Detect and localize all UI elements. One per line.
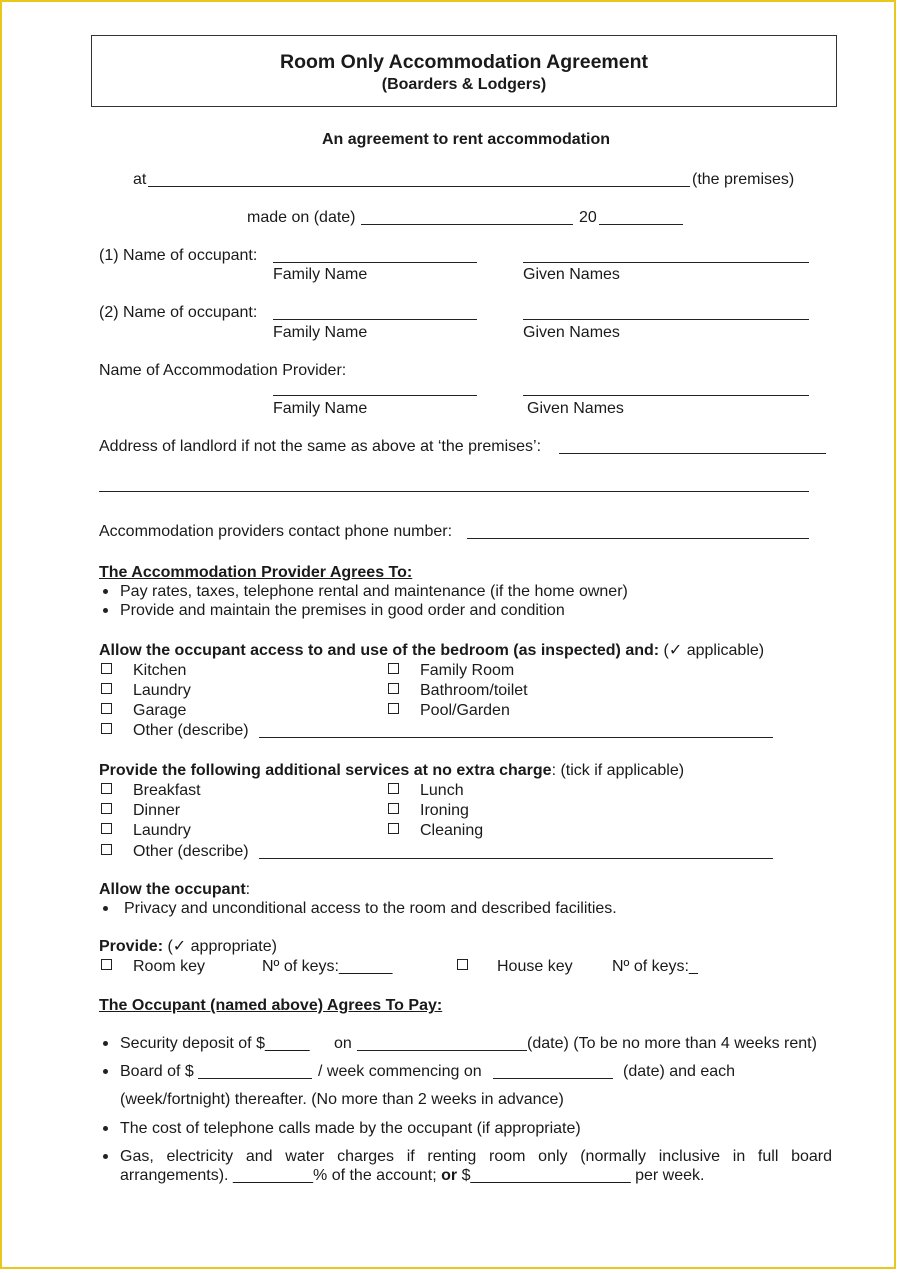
service-option-laundry: Laundry bbox=[133, 822, 191, 839]
services-heading-row bbox=[99, 761, 684, 780]
checkbox-breakfast[interactable] bbox=[101, 783, 112, 794]
checkbox-garage[interactable] bbox=[101, 703, 112, 714]
checkbox-ironing[interactable] bbox=[388, 803, 399, 814]
board-commencing-label: / week commencing on bbox=[318, 1063, 482, 1080]
deposit-date-blank[interactable] bbox=[357, 1050, 527, 1051]
service-option-cleaning: Cleaning bbox=[420, 822, 484, 839]
phone-blank[interactable] bbox=[467, 538, 809, 539]
provider-label: Name of Accommodation Provider: bbox=[99, 362, 347, 379]
checkbox-laundry[interactable] bbox=[101, 683, 112, 694]
bullet bbox=[103, 906, 108, 911]
provider-agrees-item-2: Provide and maintain the premises in good order and condition bbox=[120, 602, 565, 619]
utilities-weekly: $__________________ per week. bbox=[461, 1167, 705, 1184]
phone-label: Accommodation providers contact phone number: bbox=[99, 523, 453, 540]
checkbox-bathroom-toilet[interactable] bbox=[388, 683, 399, 694]
provide-note: (✓ appropriate) bbox=[167, 938, 277, 955]
checkbox-pool-garden[interactable] bbox=[388, 703, 399, 714]
provide-heading: Provide: bbox=[99, 938, 164, 955]
checkbox-service-other[interactable] bbox=[101, 844, 112, 855]
access-option-other: Other (describe) bbox=[133, 722, 249, 739]
service-option-ironing: Ironing bbox=[420, 802, 469, 819]
access-option-garage: Garage bbox=[133, 702, 187, 719]
occupant2-given-caption: Given Names bbox=[523, 324, 620, 341]
occupant1-family-caption: Family Name bbox=[273, 266, 368, 283]
bullet bbox=[103, 1154, 108, 1159]
checkbox-lunch[interactable] bbox=[388, 783, 399, 794]
occupant2-family-blank[interactable] bbox=[273, 319, 477, 320]
utilities-text: Gas, electricity and water charges if renting room only (normally inclusive in full board arrangements). _________% of the account; bbox=[120, 1148, 832, 1184]
provider-family-caption: Family Name bbox=[273, 400, 368, 417]
occupant1-label: (1) Name of occupant: bbox=[99, 247, 258, 264]
occupant1-family-blank[interactable] bbox=[273, 262, 477, 263]
access-option-family-room: Family Room bbox=[420, 662, 515, 679]
intro-heading: An agreement to rent accommodation bbox=[321, 131, 611, 148]
board-each-label: (date) and each bbox=[623, 1063, 736, 1080]
access-option-bathroom-toilet: Bathroom/toilet bbox=[420, 682, 528, 699]
bullet bbox=[103, 1069, 108, 1074]
bullet bbox=[103, 589, 108, 594]
services-note: : (tick if applicable) bbox=[551, 762, 685, 779]
title-box bbox=[91, 35, 837, 107]
checkbox-cleaning[interactable] bbox=[388, 823, 399, 834]
provide-heading-row bbox=[99, 937, 277, 956]
premises-blank[interactable] bbox=[148, 186, 690, 187]
deposit-date-note: (date) (To be no more than 4 weeks rent) bbox=[527, 1035, 817, 1052]
service-option-dinner: Dinner bbox=[133, 802, 181, 819]
utilities-item bbox=[120, 1147, 832, 1185]
access-other-blank[interactable] bbox=[259, 737, 773, 738]
provider-family-blank[interactable] bbox=[273, 395, 477, 396]
premises-at-label: at bbox=[133, 171, 147, 188]
checkbox-house-key[interactable] bbox=[457, 959, 468, 970]
bullet bbox=[103, 1126, 108, 1131]
services-heading: Provide the following additional services at no extra charge bbox=[99, 762, 552, 779]
deposit-on-label: on bbox=[334, 1035, 352, 1052]
access-heading-row bbox=[99, 641, 764, 660]
provider-agrees-heading: The Accommodation Provider Agrees To: bbox=[99, 564, 413, 581]
access-heading: Allow the occupant access to and use of the bedroom (as inspected) and: bbox=[99, 642, 660, 659]
service-option-other: Other (describe) bbox=[133, 843, 249, 860]
checkbox-kitchen[interactable] bbox=[101, 663, 112, 674]
document-title: Room Only Accommodation Agreement bbox=[279, 51, 648, 73]
made-on-label: made on (date) bbox=[247, 209, 356, 226]
made-on-year-blank[interactable] bbox=[599, 224, 683, 225]
board-period-note: (week/fortnight) thereafter. (No more than 2 weeks in advance) bbox=[120, 1091, 564, 1108]
address-blank-2[interactable] bbox=[99, 491, 809, 492]
occupant2-family-caption: Family Name bbox=[273, 324, 368, 341]
house-key-label: House key bbox=[497, 958, 573, 975]
checkbox-room-key[interactable] bbox=[101, 959, 112, 970]
utilities-or: or bbox=[441, 1167, 458, 1184]
access-option-pool-garden: Pool/Garden bbox=[420, 702, 510, 719]
document-subtitle: (Boarders & Lodgers) bbox=[381, 76, 547, 93]
access-note: (✓ applicable) bbox=[663, 642, 765, 659]
allow-item: Privacy and unconditional access to the room and described facilities. bbox=[124, 900, 617, 917]
service-option-breakfast: Breakfast bbox=[133, 782, 201, 799]
occupant1-given-caption: Given Names bbox=[523, 266, 620, 283]
occupant2-label: (2) Name of occupant: bbox=[99, 304, 258, 321]
provider-agrees-item-1: Pay rates, taxes, telephone rental and maintenance (if the home owner) bbox=[120, 583, 628, 600]
service-other-blank[interactable] bbox=[259, 858, 773, 859]
provider-given-blank[interactable] bbox=[523, 395, 809, 396]
access-option-laundry: Laundry bbox=[133, 682, 191, 699]
made-on-year-label: 20 bbox=[579, 209, 597, 226]
checkbox-access-other[interactable] bbox=[101, 723, 112, 734]
premises-suffix: (the premises) bbox=[692, 171, 795, 188]
bullet bbox=[103, 1041, 108, 1046]
occupant2-given-blank[interactable] bbox=[523, 319, 809, 320]
board-label: Board of $ bbox=[120, 1063, 194, 1080]
telephone-item: The cost of telephone calls made by the occupant (if appropriate) bbox=[120, 1120, 581, 1137]
board-date-blank[interactable] bbox=[493, 1078, 613, 1079]
address-blank-1[interactable] bbox=[559, 453, 826, 454]
bullet bbox=[103, 608, 108, 613]
checkbox-dinner[interactable] bbox=[101, 803, 112, 814]
service-option-lunch: Lunch bbox=[420, 782, 464, 799]
access-option-kitchen: Kitchen bbox=[133, 662, 187, 679]
allow-colon: : bbox=[245, 881, 251, 898]
room-key-label: Room key bbox=[133, 958, 206, 975]
deposit-amount: Security deposit of $_____ bbox=[120, 1035, 310, 1052]
allow-heading: Allow the occupant bbox=[99, 881, 246, 898]
made-on-date-blank[interactable] bbox=[361, 224, 573, 225]
checkbox-family-room[interactable] bbox=[388, 663, 399, 674]
address-label: Address of landlord if not the same as above at ‘the premises’: bbox=[99, 438, 542, 455]
board-amount-blank[interactable] bbox=[198, 1078, 312, 1079]
house-key-count[interactable]: Nº of keys:_ bbox=[612, 958, 698, 975]
allow-heading-row bbox=[99, 880, 250, 899]
room-key-count[interactable]: Nº of keys:______ bbox=[262, 958, 393, 975]
occupant1-given-blank[interactable] bbox=[523, 262, 809, 263]
checkbox-service-laundry[interactable] bbox=[101, 823, 112, 834]
provider-given-caption: Given Names bbox=[527, 400, 624, 417]
occupant-pays-heading: The Occupant (named above) Agrees To Pay: bbox=[99, 997, 443, 1014]
